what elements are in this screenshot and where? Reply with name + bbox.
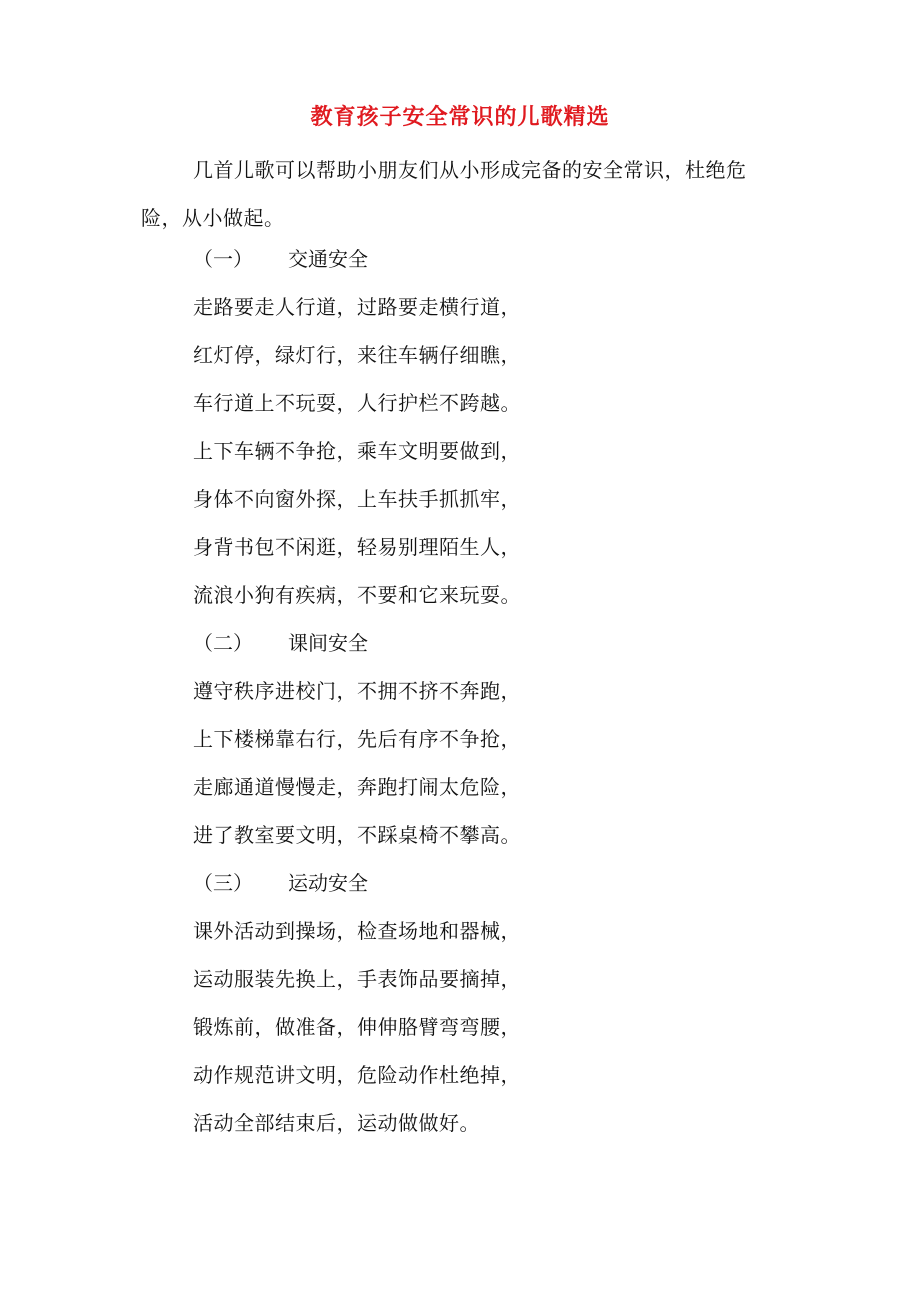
poem-line: 红灯停，绿灯行，来往车辆仔细瞧， (193, 343, 521, 367)
intro-paragraph: 几首儿歌可以帮助小朋友们从小形成完备的安全常识，杜绝危险，从小做起。 (141, 158, 747, 230)
poem-line: 进了教室要文明，不踩桌椅不攀高。 (193, 823, 521, 847)
section-title: 运动安全 (288, 871, 368, 895)
section-title: 交通安全 (288, 247, 368, 271)
section-heading-break (193, 628, 368, 658)
section-number: （一） (193, 247, 253, 271)
section-number: （二） (193, 631, 253, 655)
poem-line: 上下楼梯靠右行，先后有序不争抢， (193, 727, 521, 751)
poem-line: 锻炼前，做准备，伸伸胳臂弯弯腰， (193, 1015, 521, 1039)
section-title: 课间安全 (288, 631, 368, 655)
poem-line: 上下车辆不争抢，乘车文明要做到， (193, 439, 521, 463)
poem-line: 身体不向窗外探，上车扶手抓抓牢， (193, 487, 521, 511)
poem-line: 流浪小狗有疾病，不要和它来玩耍。 (193, 583, 521, 607)
poem-line: 走路要走人行道，过路要走横行道， (193, 295, 521, 319)
poem-line: 车行道上不玩耍，人行护栏不跨越。 (193, 391, 521, 415)
poem-line: 课外活动到操场，检查场地和器械， (193, 919, 521, 943)
poem-line: 走廊通道慢慢走，奔跑打闹太危险， (193, 775, 521, 799)
poem-line: 身背书包不闲逛，轻易别理陌生人， (193, 535, 521, 559)
poem-line: 运动服装先换上，手表饰品要摘掉， (193, 967, 521, 991)
poem-line: 动作规范讲文明，危险动作杜绝掉， (193, 1063, 521, 1087)
poem-line: 活动全部结束后，运动做做好。 (193, 1111, 480, 1135)
section-number: （三） (193, 871, 253, 895)
section-heading-traffic (193, 244, 368, 274)
section-heading-sports (193, 868, 368, 898)
poem-line: 遵守秩序进校门，不拥不挤不奔跑， (193, 679, 521, 703)
document-title: 教育孩子安全常识的儿歌精选 (310, 104, 610, 130)
